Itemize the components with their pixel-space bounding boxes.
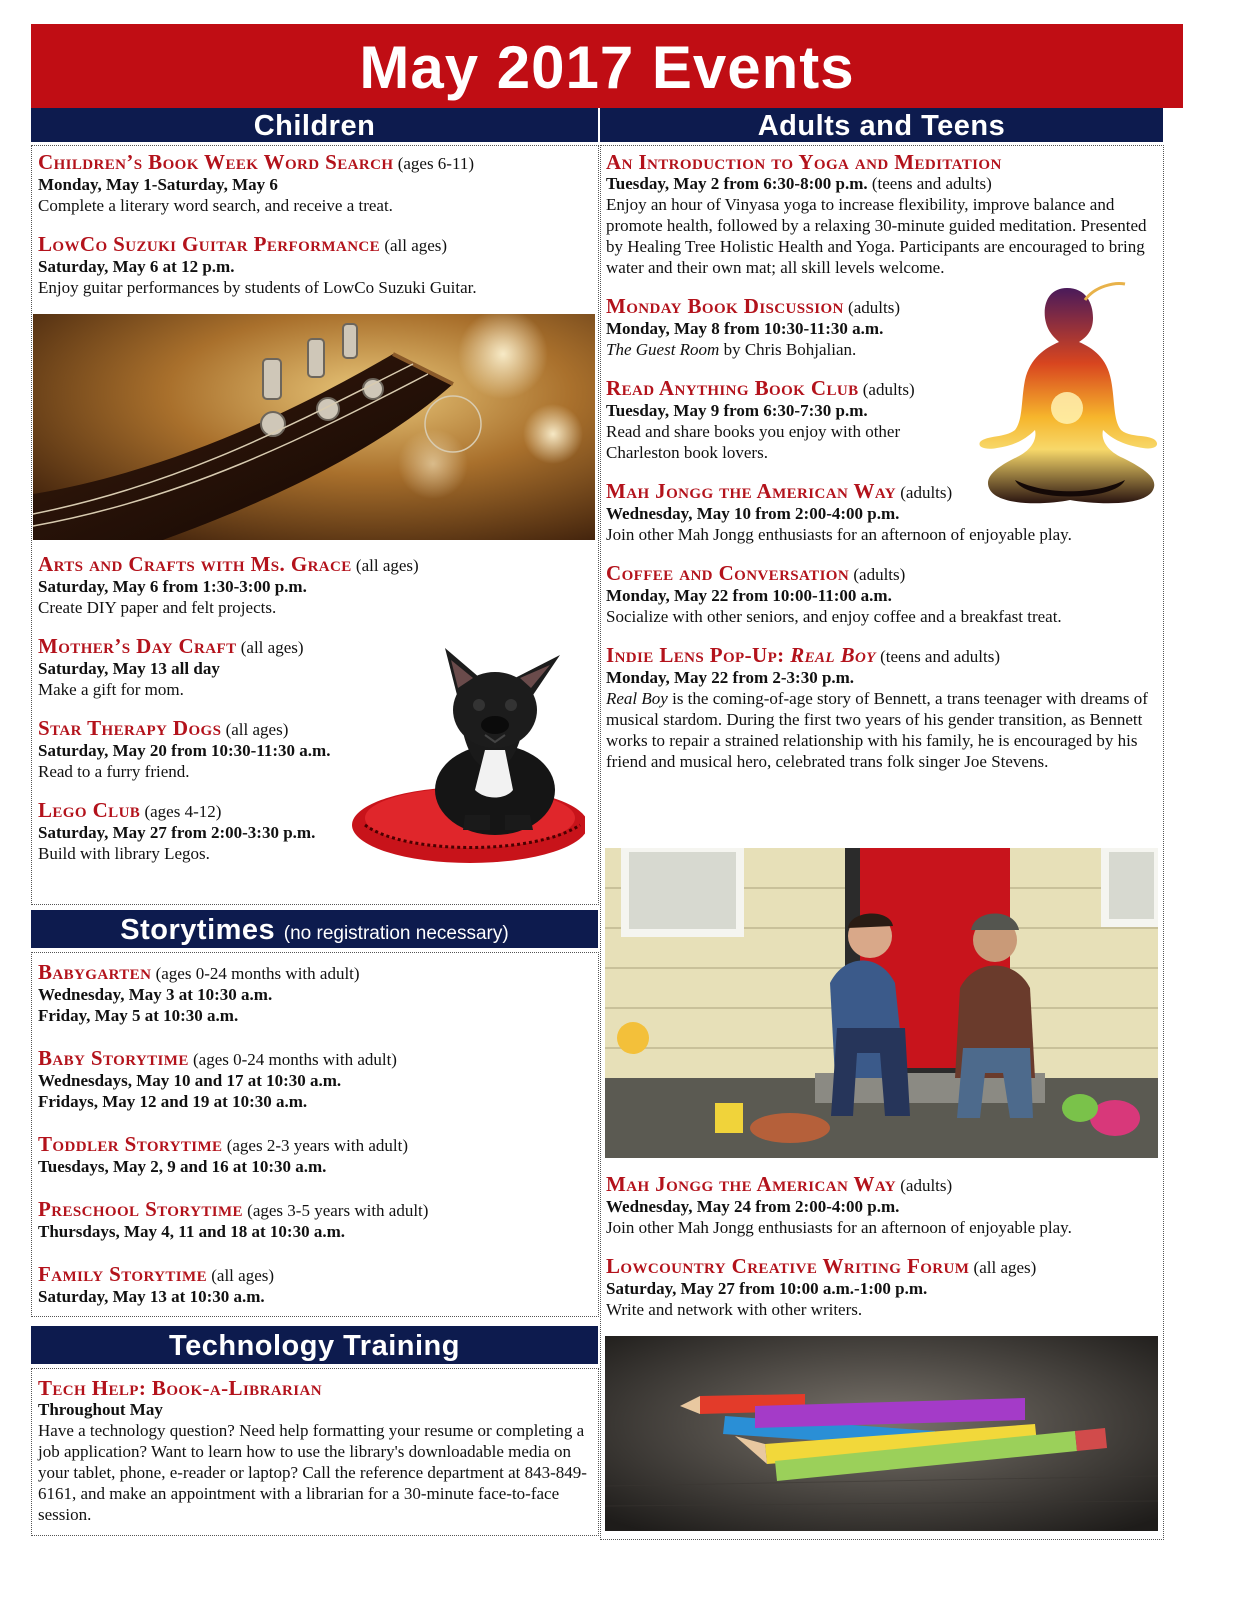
event-description: Make a gift for mom. [38,680,184,699]
event-date: Monday, May 1-Saturday, May 6 [38,175,278,194]
storytime-audience: (ages 3-5 years with adult) [247,1201,429,1220]
event-audience: (adults) [862,380,915,399]
event-item [606,1174,1158,1238]
storytimes-list [38,962,593,1325]
guitar-photo [33,314,595,540]
event-title: Star Therapy Dogs [38,716,222,740]
event-date: Saturday, May 6 at 12 p.m. [38,257,235,276]
event-date: Saturday, May 6 from 1:30-3:00 p.m. [38,577,307,596]
event-date: Saturday, May 20 from 10:30-11:30 a.m. [38,741,331,760]
storytime-title: Toddler Storytime [38,1132,223,1156]
event-item [38,554,593,618]
event-description: Build with library Legos. [38,844,210,863]
puppy-photo [345,640,585,868]
event-audience: (all ages) [225,720,289,739]
storytime-audience: (ages 2-3 years with adult) [226,1136,408,1155]
event-title: Indie Lens Pop-Up: [606,643,791,667]
event-item [606,645,1158,772]
film-summary: is the coming-of-age story of Bennett, a trans teenager with dreams of musical stardom. During the first two years of his gender transition, as Bennett works to repair a strained relationship with his family, he is encouraged by his friend and musical hero, celebrated trans folk singer Joe Stevens. [606,689,1148,771]
storytime-item [38,1048,593,1112]
storytime-date: Wednesday, May 3 at 10:30 a.m. [38,985,273,1004]
event-date: Tuesday, May 2 from 6:30-8:00 p.m. [606,174,868,193]
event-title: Mah Jongg the American Way [606,1172,896,1196]
event-date: Throughout May [38,1400,163,1419]
storytime-title: Baby Storytime [38,1046,189,1070]
event-audience: (ages 6-11) [397,154,474,173]
storytime-item [38,1134,593,1177]
adults-teens-header: Adults and Teens [600,108,1163,142]
children-events-top [38,152,593,316]
storytime-item [38,1199,593,1242]
event-audience: (teens and adults) [871,174,992,193]
book-title: The Guest Room [606,340,720,359]
storytime-date: Thursdays, May 4, 11 and 18 at 10:30 a.m. [38,1222,345,1241]
event-description: Enjoy guitar performances by students of LowCo Suzuki Guitar. [38,278,477,297]
event-date: Wednesday, May 24 from 2:00-4:00 p.m. [606,1197,900,1216]
children-header: Children [31,108,598,142]
event-title: Lowcountry Creative Writing Forum [606,1254,970,1278]
storytime-audience: (ages 0-24 months with adult) [193,1050,397,1069]
event-item [606,1256,1158,1320]
event-description: Socialize with other seniors, and enjoy coffee and a breakfast treat. [606,607,1062,626]
event-audience: (all ages) [355,556,419,575]
event-title-italic: Real Boy [790,643,876,667]
event-title: LowCo Suzuki Guitar Performance [38,232,381,256]
event-description [606,339,1158,360]
event-date: Saturday, May 13 all day [38,659,220,678]
event-audience: (adults) [900,1176,953,1195]
event-audience: (ages 4-12) [144,802,222,821]
storytime-item [38,962,593,1026]
event-item [606,481,1158,545]
storytime-date: Tuesdays, May 2, 9 and 16 at 10:30 a.m. [38,1157,327,1176]
event-audience: (teens and adults) [880,647,1000,666]
event-audience: (all ages) [240,638,304,657]
storytimes-header [31,910,598,948]
event-date: Monday, May 8 from 10:30-11:30 a.m. [606,319,884,338]
event-description: Create DIY paper and felt projects. [38,598,277,617]
event-audience: (all ages) [384,236,448,255]
storytime-date: Wednesdays, May 10 and 17 at 10:30 a.m. [38,1071,342,1090]
storytime-item [38,1264,593,1307]
event-title: Coffee and Conversation [606,561,850,585]
storytimes-title: Storytimes [120,914,276,946]
event-date: Saturday, May 27 from 2:00-3:30 p.m. [38,823,316,842]
storytime-title: Family Storytime [38,1262,207,1286]
technology-list [38,1378,593,1543]
event-description [606,688,1158,772]
storytime-date: Saturday, May 13 at 10:30 a.m. [38,1287,265,1306]
storytime-title: Babygarten [38,960,152,984]
event-item [606,378,1158,463]
event-description: Join other Mah Jongg enthusiasts for an afternoon of enjoyable play. [606,1218,1072,1237]
event-audience: (adults) [853,565,906,584]
technology-header: Technology Training [31,1326,598,1364]
event-description: Write and network with other writers. [606,1300,863,1319]
real-boy-photo [605,848,1158,1158]
book-author: by Chris Bohjalian. [719,340,857,359]
event-item [38,234,593,298]
event-date: Wednesday, May 10 from 2:00-4:00 p.m. [606,504,900,523]
storytime-date: Friday, May 5 at 10:30 a.m. [38,1006,239,1025]
event-title: Lego Club [38,798,141,822]
event-title: Read Anything Book Club [606,376,859,400]
event-date: Saturday, May 27 from 10:00 a.m.-1:00 p.m. [606,1279,928,1298]
event-audience: (adults) [848,298,900,317]
event-description: Have a technology question? Need help formatting your resume or completing a job application? Want to learn how to use the library's downloadable media on your tablet, phone, e-reader or laptop? Call the reference department at 843-849-6161, and make an appointment with a librarian for a 30-minute face-to-face session. [38,1421,587,1524]
event-audience: (adults) [900,483,953,502]
event-description: Enjoy an hour of Vinyasa yoga to increase flexibility, improve balance and promote health, followed by a relaxing 30-minute guided meditation. Presented by Healing Tree Holistic Health and Yoga. Participants are encouraged to bring water and their own mat; all skill levels welcome. [606,195,1147,277]
event-item [606,563,1158,627]
event-item [606,296,1158,360]
storytime-audience: (all ages) [211,1266,275,1285]
event-date: Monday, May 22 from 10:00-11:00 a.m. [606,586,892,605]
storytime-date: Fridays, May 12 and 19 at 10:30 a.m. [38,1092,308,1111]
event-description: Join other Mah Jongg enthusiasts for an afternoon of enjoyable play. [606,525,1072,544]
event-description: Complete a literary word search, and receive a treat. [38,196,393,215]
page-title: May 2017 Events [31,24,1183,108]
event-title: Mother’s Day Craft [38,634,237,658]
event-title: Children’s Book Week Word Search [38,150,394,174]
event-title: Monday Book Discussion [606,294,844,318]
storytime-audience: (ages 0-24 months with adult) [155,964,360,983]
pencils-photo [605,1336,1158,1531]
event-title: An Introduction to Yoga and Meditation [606,150,1002,174]
event-item [606,152,1158,278]
storytime-title: Preschool Storytime [38,1197,243,1221]
event-item [38,1378,593,1525]
event-date: Tuesday, May 9 from 6:30-7:30 p.m. [606,401,868,420]
event-title: Arts and Crafts with Ms. Grace [38,552,352,576]
event-title: Tech Help: Book-a-Librarian [38,1376,322,1400]
event-audience: (all ages) [973,1258,1037,1277]
adult-events-bottom [606,1174,1158,1338]
event-title: Mah Jongg the American Way [606,479,896,503]
event-date: Monday, May 22 from 2-3:30 p.m. [606,668,855,687]
adult-events-top [606,152,1158,790]
event-item [38,152,593,216]
film-title: Real Boy [606,689,668,708]
storytimes-note: (no registration necessary) [283,923,509,944]
event-description: Read and share books you enjoy with other Charleston book lovers. [606,422,901,462]
event-description: Read to a furry friend. [38,762,190,781]
